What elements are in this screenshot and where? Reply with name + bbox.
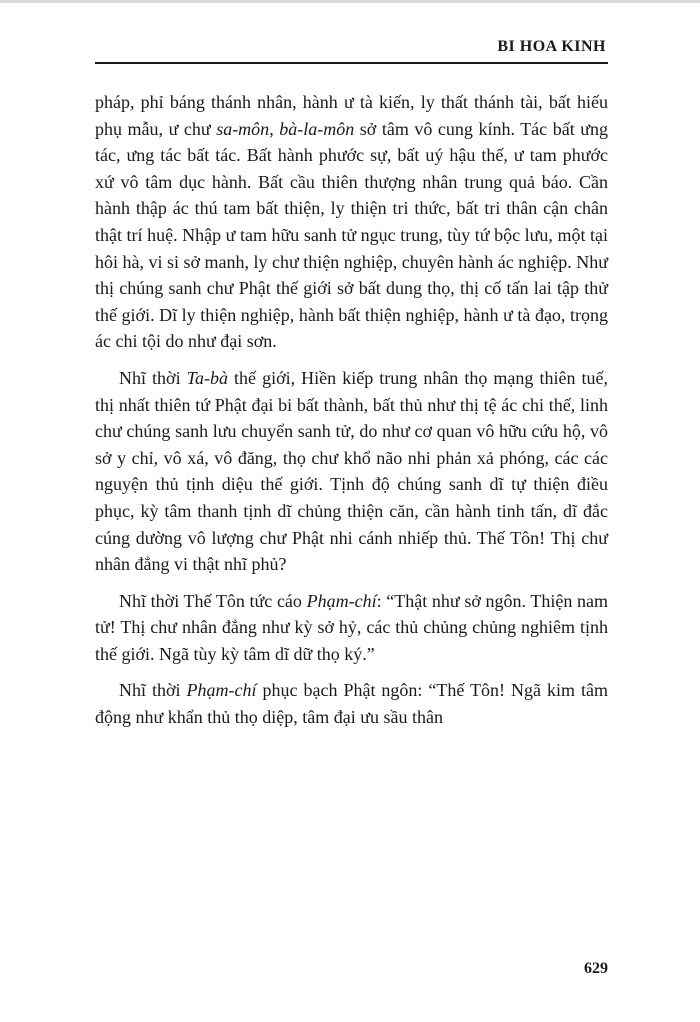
- paragraph-3: [95, 588, 608, 668]
- header-rule: [95, 62, 608, 64]
- paragraph-4: [95, 677, 608, 730]
- text-segment: Nhĩ thời: [119, 367, 187, 388]
- italic-term: Ta-bà: [186, 367, 228, 388]
- text-segment: Nhĩ thời Thế Tôn tức cáo: [119, 590, 307, 611]
- paragraph-2: [95, 365, 608, 578]
- text-segment: pháp, phỉ báng thánh nhân, hành ư tà kiến, ly thất thánh tài, bất hiếu phụ mẫu, ư chư: [95, 92, 608, 139]
- text-segment: Nhĩ thời: [119, 680, 187, 701]
- body-text: [95, 89, 608, 731]
- text-segment: phục bạch Phật ngôn: “Thế Tôn! Ngã kim tâm động như khẩn thủ thọ diệp, tâm đại ưu sầu thân: [95, 680, 608, 728]
- page-number: 629: [584, 960, 608, 977]
- italic-term: bà-la-môn: [279, 118, 355, 139]
- paragraph-1: [95, 89, 608, 355]
- page-top-edge: [0, 0, 700, 3]
- text-segment: thế giới, Hiền kiếp trung nhân thọ mạng thiên tuế, thị nhất thiên tứ Phật đại bi bất thành, bất thủ như thị tệ ác chi thế, linh chư chúng sanh lưu chuyển sanh tử, do như cơ quan vô hữu cứu hộ, vô sở y chỉ, vô xá, vô đăng, thọ chư khổ não nhi phản xả phóng, các các nguyện thủ tịnh diệu thế giới. Tịnh độ chúng sanh dĩ tự thiện điều phục, kỳ tâm thanh tịnh dĩ chủng thiện căn, cần hành tinh tấn, dĩ đắc cúng dường vô lượng chư Phật nhi cánh nhiếp thủ. Thế Tôn! Thị chư nhân đẳng vi thật nhĩ phủ?: [95, 367, 608, 575]
- italic-term: sa-môn: [216, 118, 270, 139]
- text-segment: : “Thật như sở ngôn. Thiện nam tử! Thị chư nhân đẳng như kỳ sở hỷ, các thủ chủng chủng nghiêm tịnh thế giới. Ngã tùy kỳ tâm dĩ dữ thọ ký.”: [95, 590, 608, 664]
- text-segment: ,: [269, 118, 280, 139]
- text-segment: sở tâm vô cung kính. Tác bất ưng tác, ưng tác bất tác. Bất hành phước sự, bất uý hậu thế, ư tam phước xứ vô tâm dục hành. Bất cầu thiên thượng nhân trung quả báo. Cần hành thập ác thú tam bất thiện, ly thiện tri thức, bất tri thân cận chân thật trí huệ. Nhập ư tam hữu sanh tử ngục trung, tùy tứ bộc lưu, một tại hôi hà, vi si sở manh, ly chư thiện nghiệp, chuyên hành ác nghiệp. Như thị chúng sanh chư Phật thế giới sở bất dung thọ, thị cố tấn lai tập thử thế giới. Dĩ ly thiện nghiệp, hành bất thiện nghiệp, hành ư tà đạo, trọng ác chi tội do như đại sơn.: [95, 118, 608, 352]
- running-header: BI HOA KINH: [497, 38, 606, 55]
- italic-term: Phạm-chí: [186, 680, 257, 701]
- italic-term: Phạm-chí: [306, 590, 377, 611]
